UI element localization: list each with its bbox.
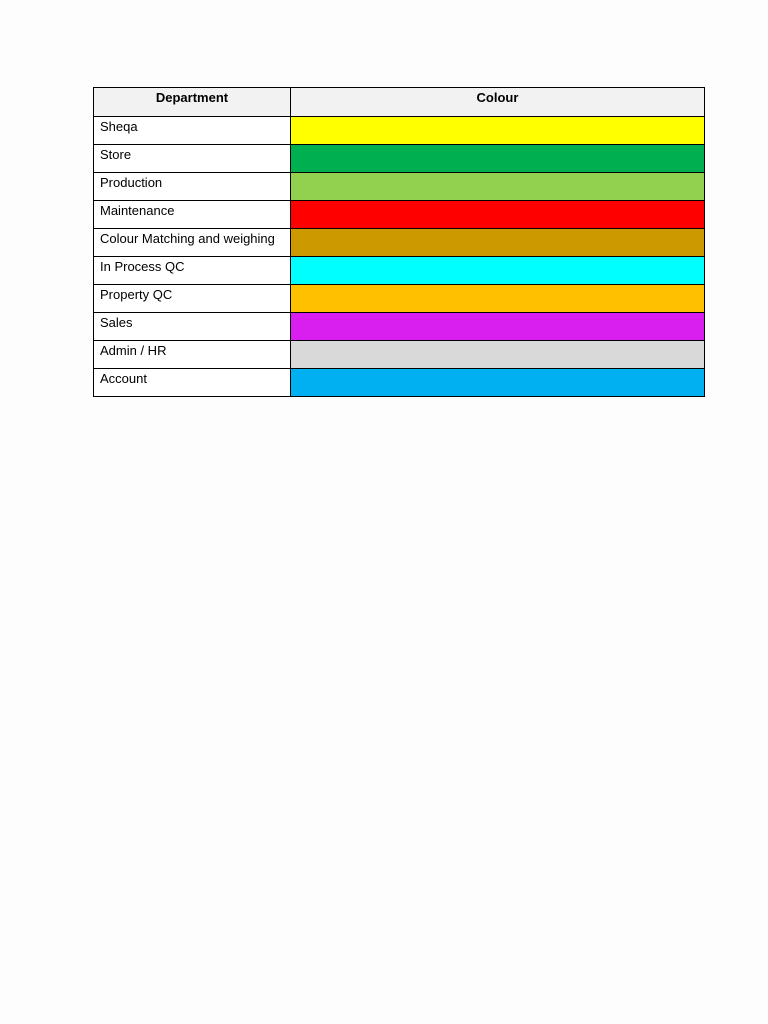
department-name: Sales — [94, 313, 291, 341]
header-department: Department — [94, 88, 291, 117]
table-row — [94, 257, 705, 285]
colour-swatch — [291, 117, 705, 145]
department-name: Production — [94, 173, 291, 201]
department-colour-table — [93, 87, 705, 397]
colour-swatch — [291, 313, 705, 341]
table-row — [94, 341, 705, 369]
colour-swatch — [291, 369, 705, 397]
department-name: Admin / HR — [94, 341, 291, 369]
table-row — [94, 173, 705, 201]
colour-swatch — [291, 173, 705, 201]
table-header-row — [94, 88, 705, 117]
department-name: In Process QC — [94, 257, 291, 285]
department-name: Colour Matching and weighing — [94, 229, 291, 257]
table-row — [94, 285, 705, 313]
table-row — [94, 117, 705, 145]
colour-swatch — [291, 145, 705, 173]
table-row — [94, 313, 705, 341]
table-body — [94, 117, 705, 397]
department-name: Sheqa — [94, 117, 291, 145]
table-row — [94, 369, 705, 397]
colour-swatch — [291, 341, 705, 369]
department-name: Maintenance — [94, 201, 291, 229]
colour-swatch — [291, 201, 705, 229]
table-row — [94, 229, 705, 257]
colour-swatch — [291, 285, 705, 313]
department-name: Account — [94, 369, 291, 397]
department-name: Property QC — [94, 285, 291, 313]
colour-swatch — [291, 257, 705, 285]
colour-swatch — [291, 229, 705, 257]
table-row — [94, 201, 705, 229]
header-colour: Colour — [291, 88, 705, 117]
table-row — [94, 145, 705, 173]
department-name: Store — [94, 145, 291, 173]
